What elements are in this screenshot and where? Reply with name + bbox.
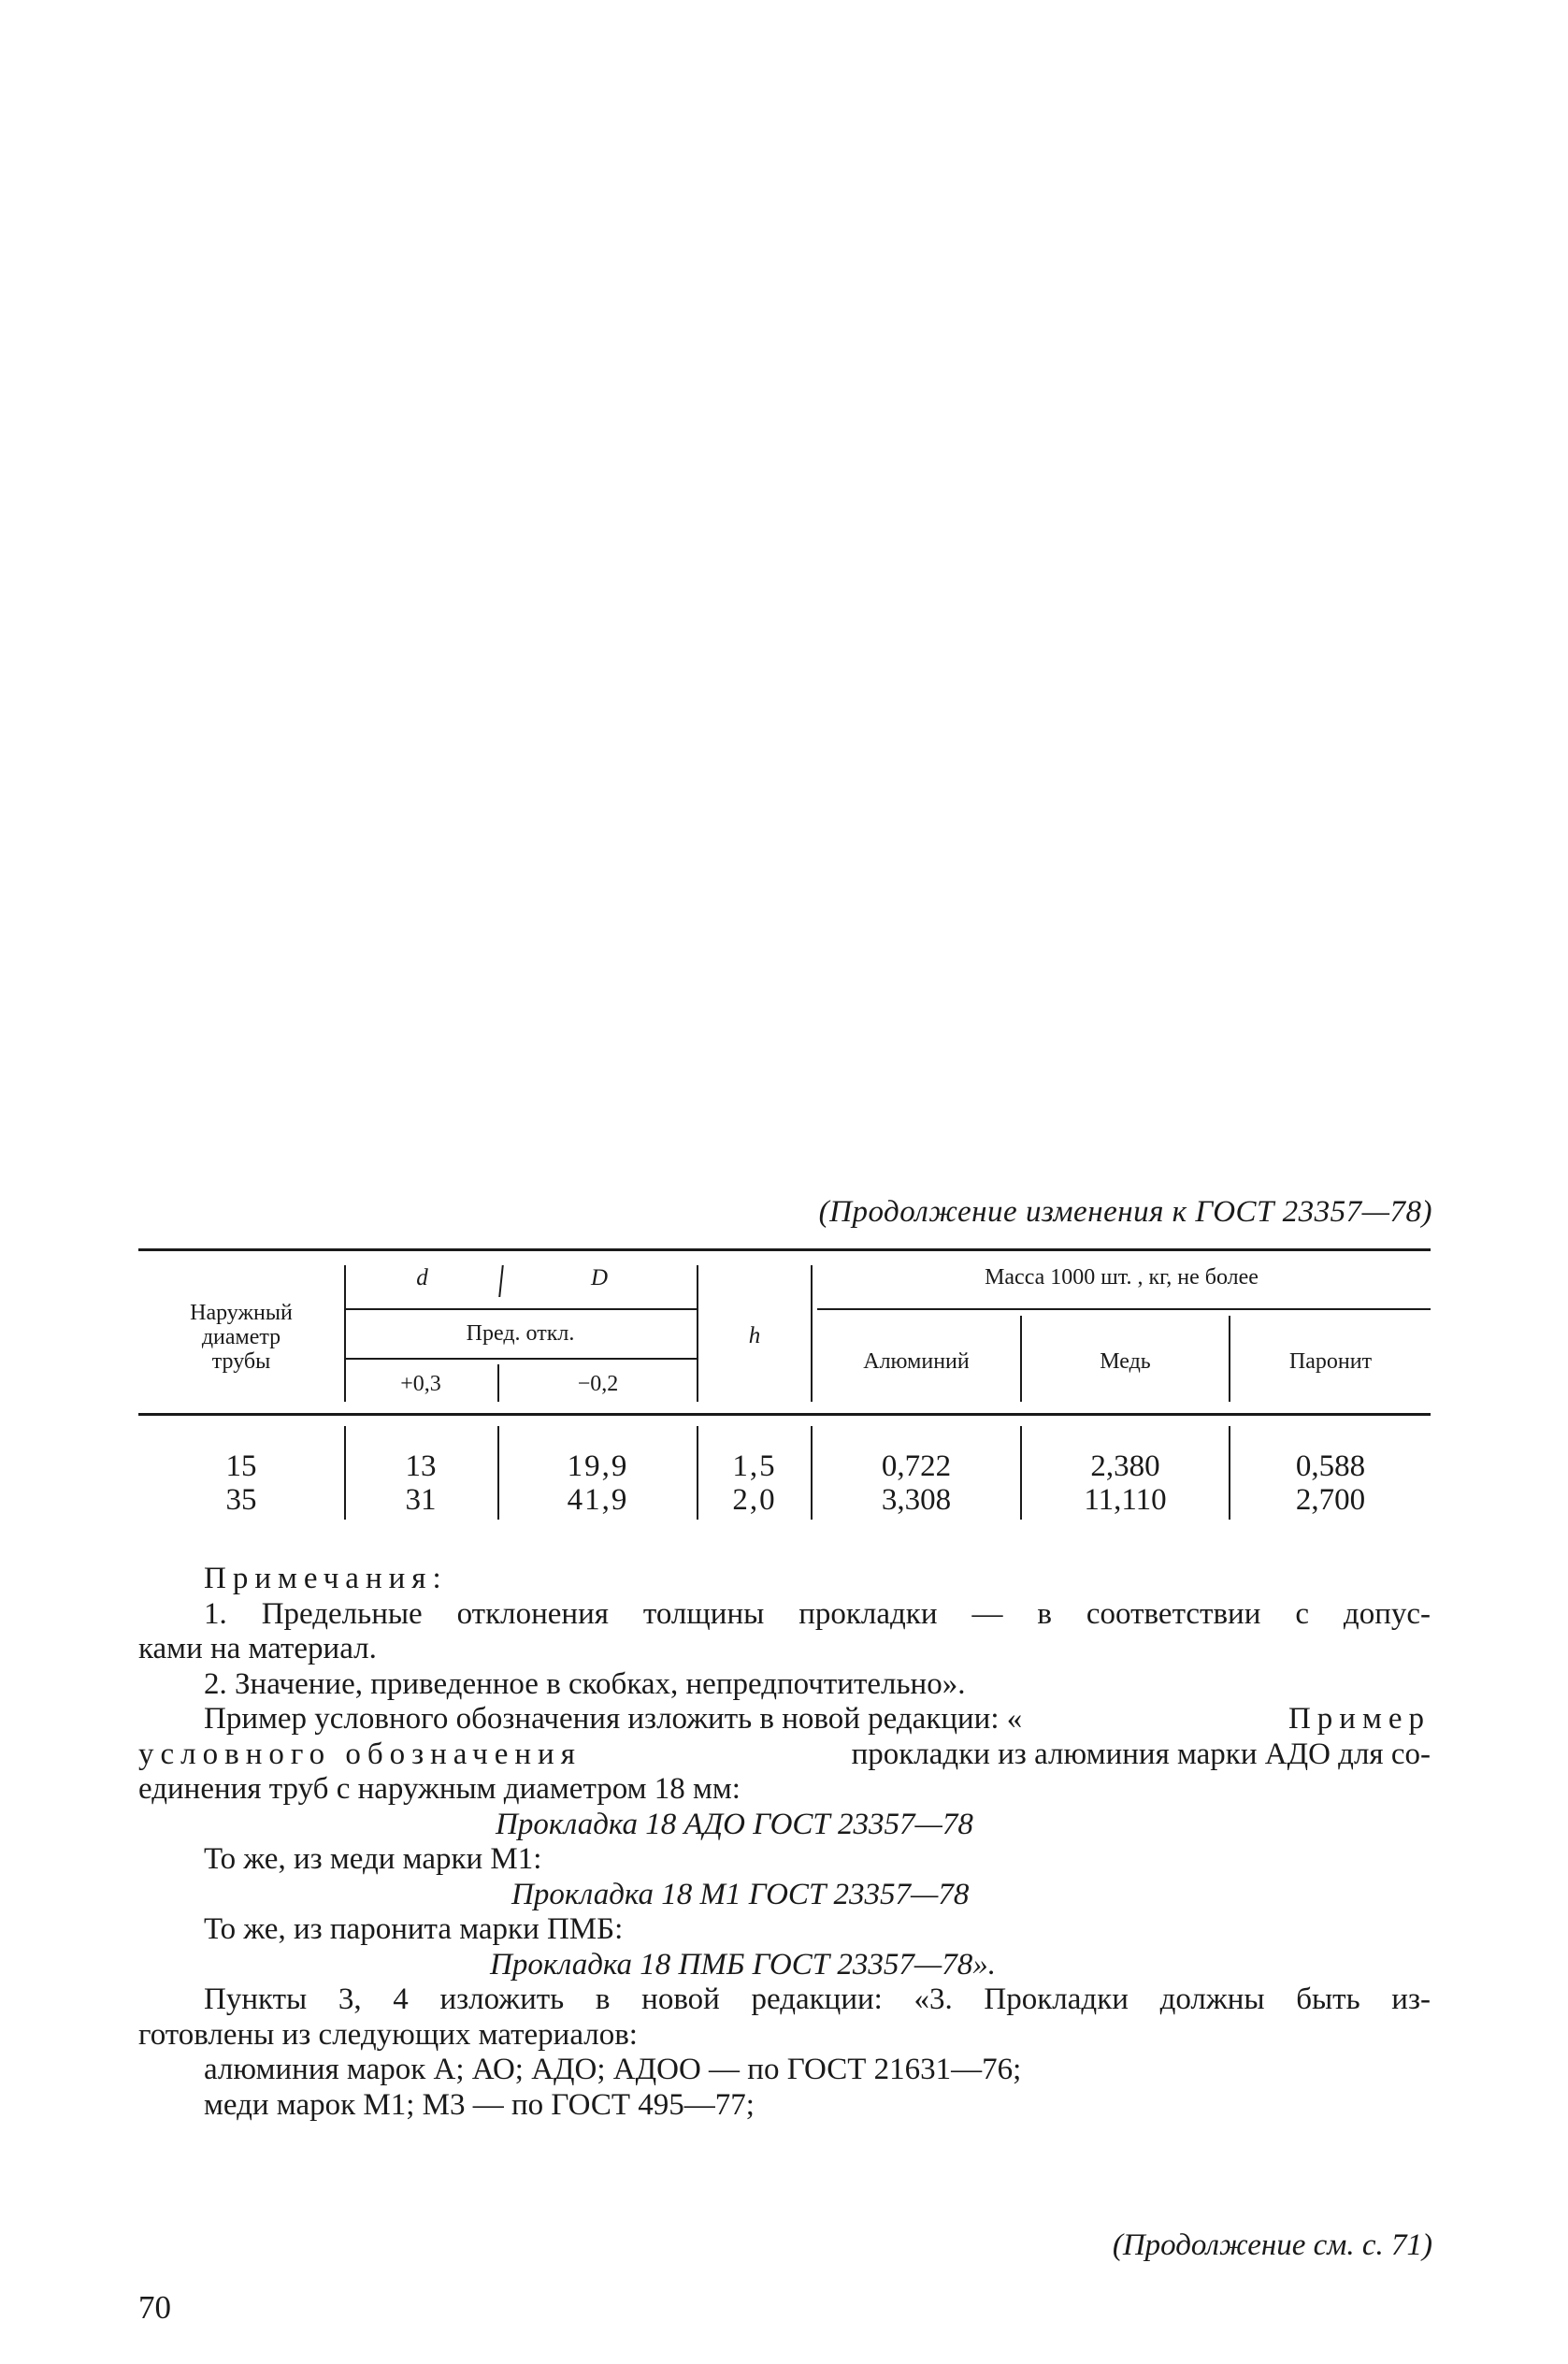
header-copper: Медь bbox=[1100, 1349, 1151, 1374]
header-aluminium: Алюминий bbox=[863, 1349, 970, 1374]
cell-diameter: 35 bbox=[225, 1483, 257, 1517]
cell-h: 1,5 bbox=[732, 1449, 777, 1483]
cell-copper: 2,380 bbox=[1090, 1449, 1160, 1483]
continuation-footer: (Продолжение см. с. 71) bbox=[1112, 2228, 1432, 2262]
items-line: готовлены из следующих материалов: bbox=[138, 2018, 638, 2052]
header-pred-otkl: Пред. откл. bbox=[466, 1321, 575, 1346]
table-hline bbox=[817, 1308, 1431, 1310]
cell-paronite: 2,700 bbox=[1295, 1483, 1366, 1517]
copper-intro: То же, из меди марки М1: bbox=[204, 1842, 542, 1876]
cell-d: 31 bbox=[405, 1483, 437, 1517]
cell-copper: 11,110 bbox=[1084, 1483, 1167, 1517]
paronite-intro: То же, из паронита марки ПМБ: bbox=[204, 1912, 624, 1946]
body-text bbox=[138, 1562, 1431, 2198]
cell-d: 13 bbox=[405, 1449, 437, 1483]
cell-aluminium: 0,722 bbox=[881, 1449, 952, 1483]
page-number: 70 bbox=[138, 2289, 171, 2326]
cell-aluminium: 3,308 bbox=[881, 1483, 952, 1517]
header-outer-diameter bbox=[138, 1301, 344, 1374]
cell-D: 41,9 bbox=[567, 1483, 629, 1517]
designation-2: Прокладка 18 М1 ГОСТ 23357—78 bbox=[511, 1878, 970, 1911]
notes-title: Примечания: bbox=[204, 1562, 448, 1595]
note-1-line: 1. Предельные отклонения толщины прокладки — в соответствии с допус- bbox=[204, 1597, 1431, 1631]
header-outer-diameter-line: диаметр bbox=[201, 1325, 281, 1349]
header-tol-D: −0,2 bbox=[577, 1372, 619, 1396]
example-text: Пример условного обозначения изложить в новой редакции: « bbox=[204, 1702, 1023, 1736]
note-1-line: ками на материал. bbox=[138, 1632, 377, 1665]
header-paronite: Паронит bbox=[1288, 1349, 1373, 1374]
header-outer-diameter-line: трубы bbox=[211, 1349, 271, 1374]
example-spaced-text: условного обозначения bbox=[138, 1737, 582, 1771]
header-D: D bbox=[590, 1265, 609, 1290]
example-line bbox=[204, 1702, 1431, 1737]
example-line: единения труб с наружным диаметром 18 мм: bbox=[138, 1772, 741, 1806]
header-h: h bbox=[748, 1323, 761, 1348]
items-line: меди марок М1; М3 — по ГОСТ 495—77; bbox=[204, 2088, 755, 2122]
note-2: 2. Значение, приведенное в скобках, непредпочтительно». bbox=[204, 1667, 966, 1701]
cell-paronite: 0,588 bbox=[1295, 1449, 1366, 1483]
header-tol-d: +0,3 bbox=[400, 1372, 441, 1396]
header-mass: Масса 1000 шт. , кг, не более bbox=[985, 1265, 1259, 1290]
designation-1: Прокладка 18 АДО ГОСТ 23357—78 bbox=[496, 1808, 973, 1841]
designation-3: Прокладка 18 ПМБ ГОСТ 23357—78». bbox=[490, 1948, 996, 1982]
items-line: алюминия марок А; АО; АДО; АДОО — по ГОСТ 21631—76; bbox=[204, 2053, 1022, 2086]
cell-D: 19,9 bbox=[567, 1449, 629, 1483]
cell-diameter: 15 bbox=[225, 1449, 257, 1483]
items-line: Пункты 3, 4 изложить в новой редакции: «3. Прокладки должны быть из- bbox=[204, 1982, 1431, 2016]
table-hline bbox=[344, 1308, 697, 1310]
table-hline bbox=[344, 1358, 697, 1360]
example-line bbox=[138, 1737, 1431, 1773]
example-spaced-text: Пример bbox=[1287, 1702, 1431, 1736]
continuation-header: (Продолжение изменения к ГОСТ 23357—78) bbox=[818, 1195, 1432, 1229]
table-top-rule bbox=[138, 1248, 1431, 1251]
header-d: d bbox=[416, 1265, 428, 1290]
cell-h: 2,0 bbox=[732, 1483, 777, 1517]
table-header-rule bbox=[138, 1413, 1431, 1416]
example-text: прокладки из алюминия марки АДО для со- bbox=[851, 1737, 1431, 1771]
dimensions-table bbox=[138, 1248, 1431, 1529]
header-outer-diameter-line: Наружный bbox=[190, 1301, 293, 1325]
